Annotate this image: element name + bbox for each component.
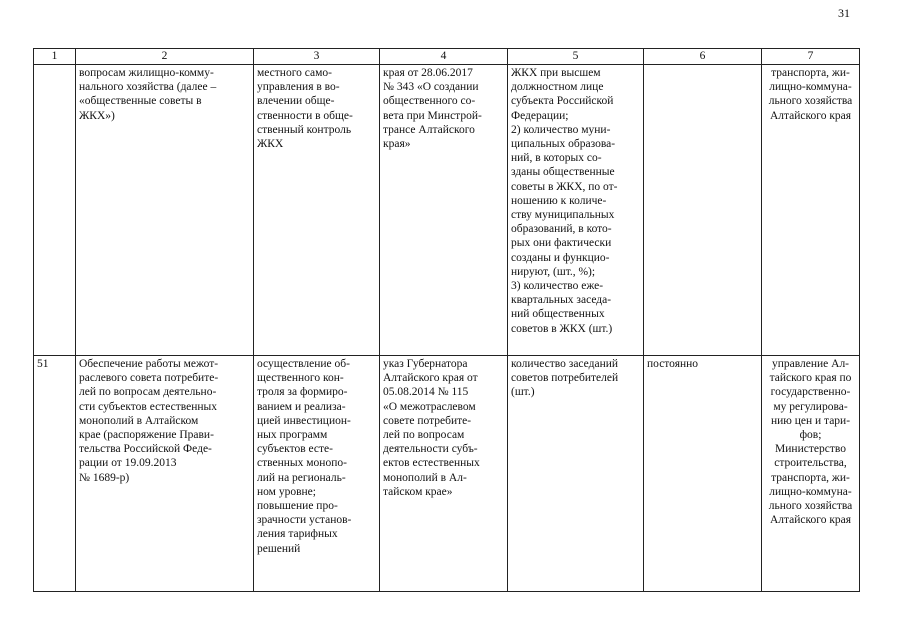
table-header-row <box>34 49 860 65</box>
table-row <box>34 65 860 356</box>
deadline-cell: постоянно <box>644 356 762 592</box>
indicator-cell: ЖКХ при высшем должностном лице субъекта Российской Федерации; 2) количество муни- ципальных образова- ний, в которых со- зданы общественные советы в ЖКХ, по от- ношению к количе- ству муниципальных образований, в кото- рых они фактически созданы и функцио- нируют, (шт., %); 3) количество еже- квартальных заседа- ний общественных советов в ЖКХ (шт.) <box>508 65 644 356</box>
header-cell-3: 3 <box>254 49 380 65</box>
header-cell-5: 5 <box>508 49 644 65</box>
measure-name-cell: Обеспечение работы межот- раслевого совета потребите- лей по вопросам деятельно- сти субъектов естественных монополий в Алтайском крае (распоряжение Прави- тельства Российской Феде- рации от 19.09.2013 № 1689-р) <box>76 356 254 592</box>
header-cell-6: 6 <box>644 49 762 65</box>
legal-act-cell: указ Губернатора Алтайского края от 05.08.2014 № 115 «О межотраслевом совете потребите- лей по вопросам деятельности субъ- ектов естественных монополий в Ал- тайском крае» <box>380 356 508 592</box>
table-row <box>34 356 860 592</box>
measure-name-cell: вопросам жилищно-комму- нального хозяйства (далее – «общественные советы в ЖКХ») <box>76 65 254 356</box>
legal-act-cell: края от 28.06.2017 № 343 «О создании общественного со- вета при Минстрой- трансе Алтайского края» <box>380 65 508 356</box>
header-cell-1: 1 <box>34 49 76 65</box>
goal-cell: осуществление об- щественного кон- троля за формиро- ванием и реализа- цией инвестицион- ных программ субъектов есте- ственных монопо- лий на региональ- ном уровне; повышение про- зрачности установ- ления тарифных решений <box>254 356 380 592</box>
header-cell-4: 4 <box>380 49 508 65</box>
responsible-cell: транспорта, жи- лищно-коммуна- льного хозяйства Алтайского края <box>762 65 860 356</box>
page-number: 31 <box>838 6 850 20</box>
deadline-cell <box>644 65 762 356</box>
row-number-cell: 51 <box>34 356 76 592</box>
responsible-cell: управление Ал- тайского края по государственно- му регулирова- нию цен и тари- фов; Министерство строительства, транспорта, жи- лищно-коммуна- льного хозяйства Алтайского края <box>762 356 860 592</box>
document-table <box>33 48 860 592</box>
header-cell-2: 2 <box>76 49 254 65</box>
goal-cell: местного само- управления в во- влечении обще- ственности в обще- ственный контроль ЖКХ <box>254 65 380 356</box>
indicator-cell: количество заседаний советов потребителей (шт.) <box>508 356 644 592</box>
header-cell-7: 7 <box>762 49 860 65</box>
row-number-cell <box>34 65 76 356</box>
